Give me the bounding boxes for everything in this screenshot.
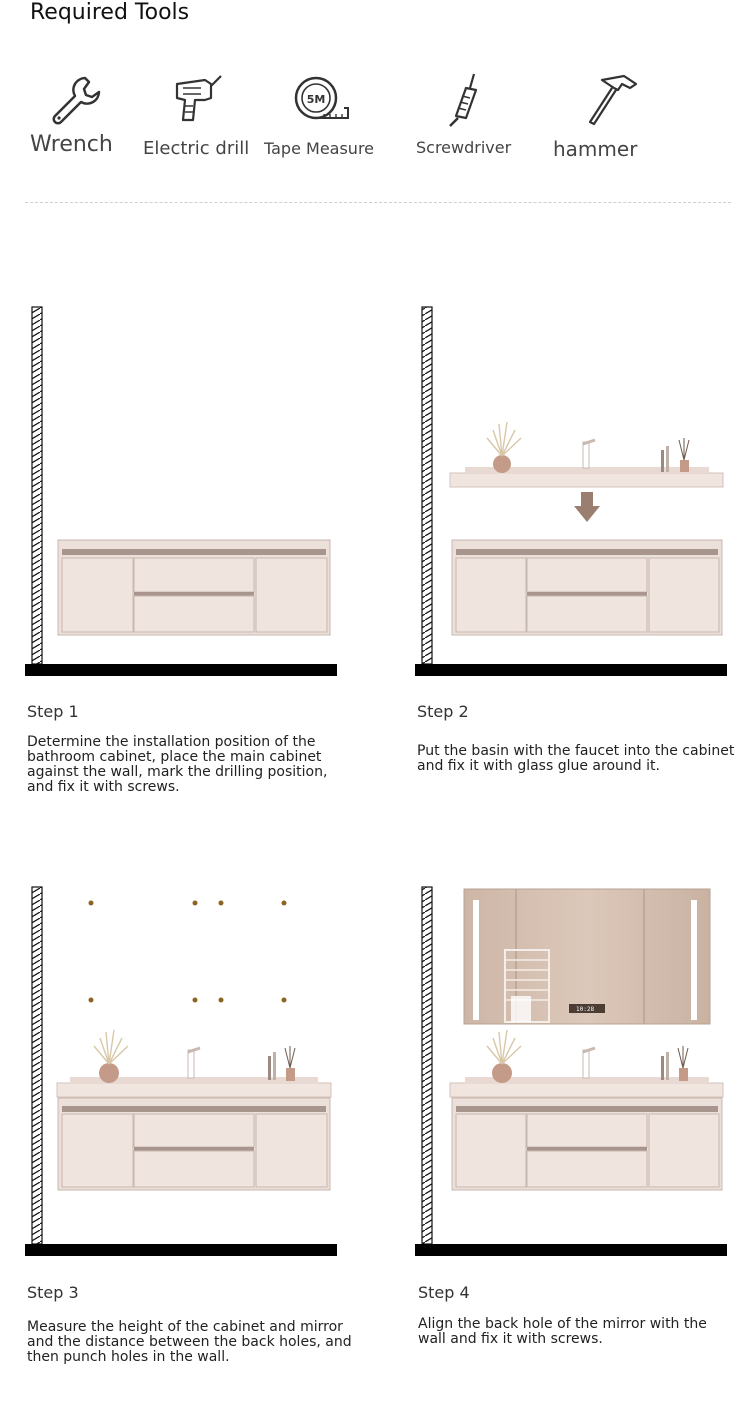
cabinet <box>452 540 722 635</box>
drill-holes <box>89 901 287 1003</box>
step-2-illustration <box>375 290 750 690</box>
step-1-illustration <box>0 290 375 690</box>
tool-label-electric-drill: Electric drill <box>143 138 250 159</box>
faucet <box>583 1048 595 1078</box>
cabinet <box>58 540 330 635</box>
toiletries <box>661 1046 688 1081</box>
cabinet <box>452 1098 722 1190</box>
step-1-description: Determine the installation position of the bathroom cabinet, place the main cabinet against the wall, mark the drilling position, and fix it with screws. <box>27 734 328 795</box>
tool-wrench <box>30 70 113 157</box>
drill-icon <box>165 70 225 130</box>
tool-tape-measure <box>264 70 375 158</box>
tool-electric-drill <box>143 70 250 159</box>
flower-vase <box>487 422 521 473</box>
wall <box>32 887 42 1244</box>
step-4-label: Step 4 <box>418 1283 470 1302</box>
floor <box>25 664 337 676</box>
floor <box>415 664 727 676</box>
tool-label-hammer: hammer <box>553 137 638 161</box>
tool-label-wrench: Wrench <box>30 132 113 157</box>
flower-vase <box>94 1030 128 1083</box>
step-4-description: Align the back hole of the mirror with the wall and fix it with screws. <box>418 1316 707 1347</box>
floor <box>415 1244 727 1256</box>
step-1-label: Step 1 <box>27 702 79 721</box>
floor <box>25 1244 337 1256</box>
faucet <box>583 440 595 468</box>
tool-screwdriver <box>416 70 512 157</box>
wall <box>32 307 42 664</box>
flower-vase <box>487 1030 521 1083</box>
step-3-label: Step 3 <box>27 1283 79 1302</box>
wall <box>422 307 432 664</box>
tool-hammer <box>553 70 645 161</box>
mirror-clock: 10:28 <box>576 1006 595 1013</box>
section-divider <box>25 202 731 203</box>
step-2-description: Put the basin with the faucet into the cabinet and fix it with glass glue around it. <box>417 743 735 774</box>
toiletries <box>661 438 689 472</box>
cabinet <box>58 1098 330 1190</box>
step-3-illustration <box>0 870 375 1270</box>
tool-label-tape-measure: Tape Measure <box>264 139 375 158</box>
wrench-icon <box>45 70 105 130</box>
page-title: Required Tools <box>30 0 190 25</box>
step-2-label: Step 2 <box>417 702 469 721</box>
tape-measure-icon <box>288 70 352 130</box>
toiletries <box>268 1046 295 1081</box>
faucet <box>188 1048 200 1078</box>
step-4-illustration <box>375 870 750 1270</box>
tool-label-screwdriver: Screwdriver <box>416 138 512 157</box>
step-3-description: Measure the height of the cabinet and mirror and the distance between the back holes, and then punch holes in the wall. <box>27 1319 352 1365</box>
wall <box>422 887 432 1244</box>
screwdriver-icon <box>430 70 490 130</box>
down-arrow <box>574 492 600 522</box>
tape-badge: 5M <box>306 93 326 106</box>
hammer-icon <box>580 70 640 130</box>
mirror-cabinet <box>464 889 710 1024</box>
